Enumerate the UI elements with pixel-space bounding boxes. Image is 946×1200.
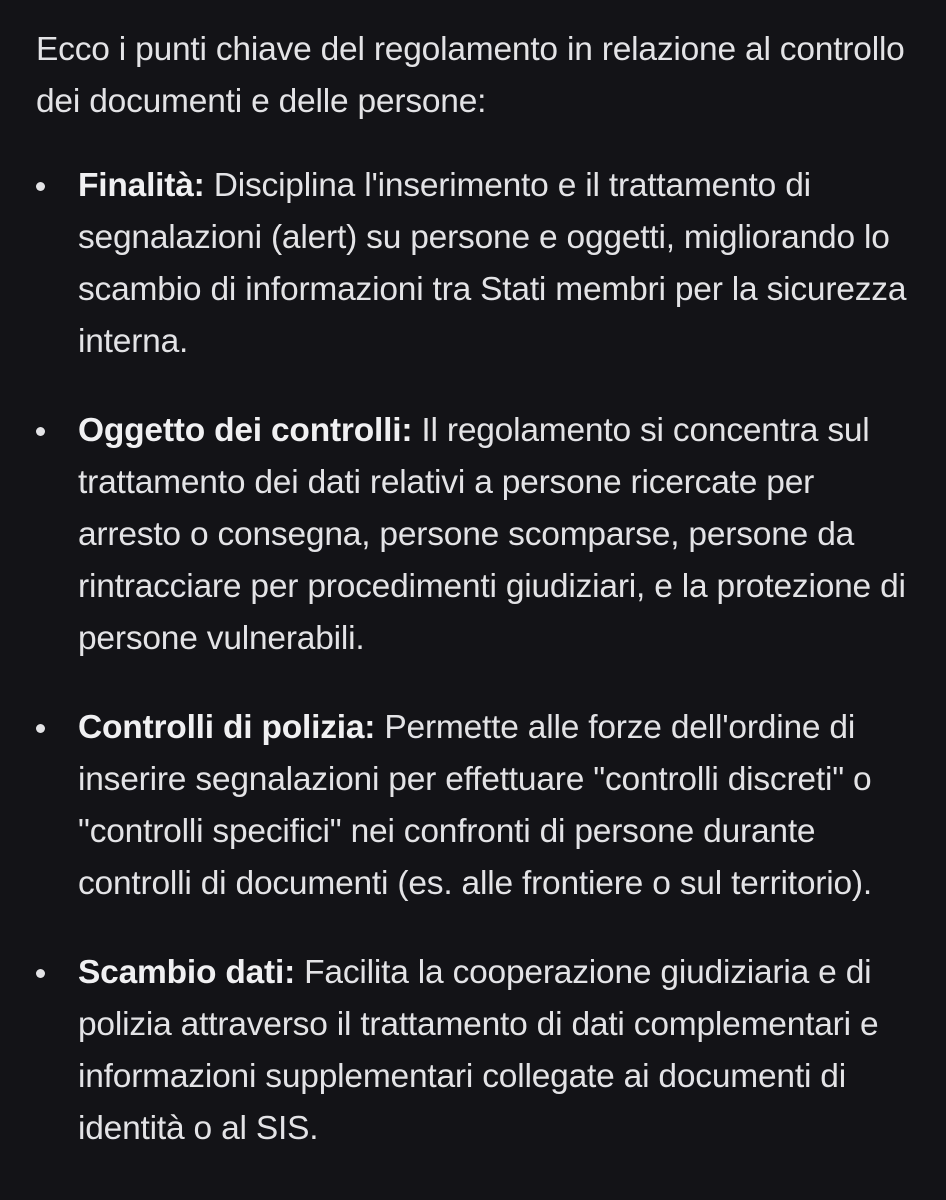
point-term: Controlli di polizia: [78,709,376,746]
list-item [36,702,916,910]
point-term: Finalità: [78,167,205,204]
bullet-icon [36,427,45,436]
point-text: Disciplina l'inserimento e il trattamento di segnalazioni (alert) su persone e oggetti, migliorando lo scambio di informazioni tra Stati membri per la sicurezza interna. [78,167,907,360]
point-term: Oggetto dei controlli: [78,412,413,449]
list-item [36,160,916,368]
point-text: Facilita la cooperazione giudiziaria e di polizia attraverso il trattamento di dati complementari e informazioni supplementari collegate ai documenti di identità o al SIS. [78,954,879,1147]
point-term: Scambio dati: [78,954,296,991]
bullet-icon [36,969,45,978]
intro-paragraph: Ecco i punti chiave del regolamento in relazione al controllo dei documenti e delle persone: [36,31,905,120]
bullet-icon [36,724,45,733]
list-item [36,947,916,1155]
key-points-list [36,160,916,1155]
chat-response [36,24,916,1192]
point-text: Permette alle forze dell'ordine di inserire segnalazioni per effettuare "controlli discreti" o "controlli specifici" nei confronti di persone durante controlli di documenti (es. alle frontiere o sul territorio). [78,709,872,902]
point-text: Il regolamento si concentra sul trattamento dei dati relativi a persone ricercate per arresto o consegna, persone scomparse, persone da rintracciare per procedimenti giudiziari, e la protezione di persone vulnerabili. [78,412,906,657]
bullet-icon [36,182,45,191]
list-item [36,405,916,665]
